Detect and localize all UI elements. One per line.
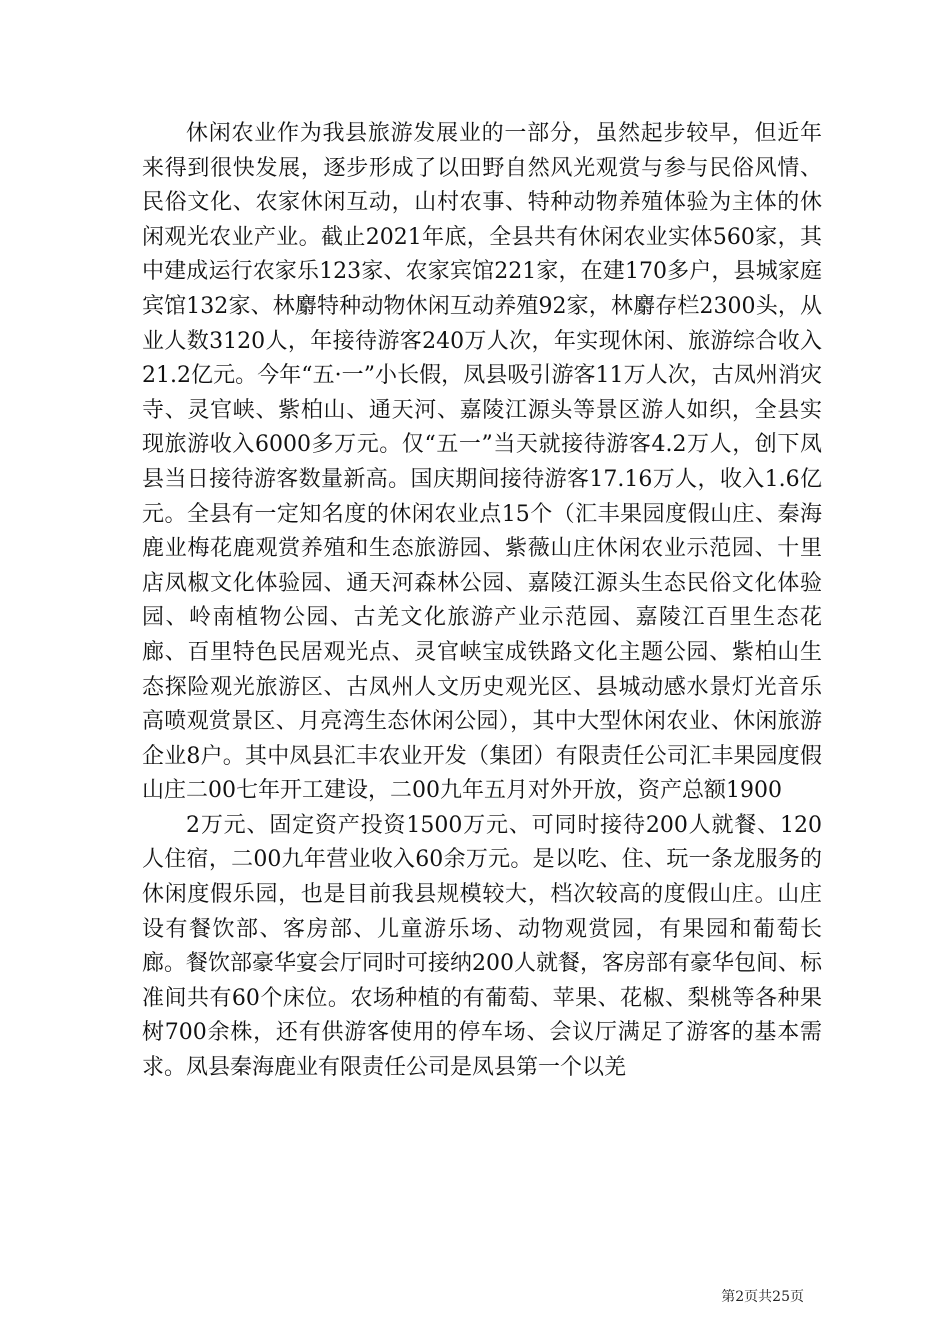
document-body — [142, 117, 822, 1086]
paragraph-2: 2万元、固定资产投资1500万元、可同时接待200人就餐、120人住宿，二00九年营业收入60余万元。是以吃、住、玩一条龙服务的休闲度假乐园，也是目前我县规模较大，档次较高的度假山庄。山庄设有餐饮部、客房部、儿童游乐场、动物观赏园，有果园和葡萄长廊。餐饮部豪华宴会厅同时可接纳200人就餐，客房部有豪华包间、标准间共有60个床位。农场种植的有葡萄、苹果、花椒、梨桃等各种果树700余株，还有供游客使用的停车场、会议厅满足了游客的基本需求。凤县秦海鹿业有限责任公司是凤县第一个以羌 — [142, 812, 822, 1081]
paragraph-1: 休闲农业作为我县旅游发展业的一部分，虽然起步较早，但近年来得到很快发展，逐步形成了以田野自然风光观赏与参与民俗风情、民俗文化、农家休闲互动，山村农事、特种动物养殖体验为主体的休闲观光农业产业。截止2021年底，全县共有休闲农业实体560家，其中建成运行农家乐123家、农家宾馆221家，在建170多户，县城家庭宾馆132家、林麝特种动物休闲互动养殖92家，林麝存栏2300头，从业人数3120人，年接待游客240万人次，年实现休闲、旅游综合收入21.2亿元。今年“五·一”小长假，凤县吸引游客11万人次，古凤州消灾寺、灵官峡、紫柏山、通天河、嘉陵江源头等景区游人如织，全县实现旅游收入6000多万元。仅“五一”当天就接待游客4.2万人，创下凤县当日接待游客数量新高。国庆期间接待游客17.16万人，收入1.6亿元。全县有一定知名度的休闲农业点15个（汇丰果园度假山庄、秦海鹿业梅花鹿观赏养殖和生态旅游园、紫薇山庄休闲农业示范园、十里店凤椒文化体验园、通天河森林公园、嘉陵江源头生态民俗文化体验园、岭南植物公园、古羌文化旅游产业示范园、嘉陵江百里生态花廊、百里特色民居观光点、灵官峡宝成铁路文化主题公园、紫柏山生态探险观光旅游区、古凤州人文历史观光区、县城动感水景灯光音乐高喷观赏景区、月亮湾生态休闲公园），其中大型休闲农业、休闲旅游企业8户。其中凤县汇丰农业开发（集团）有限责任公司汇丰果园度假山庄二00七年开工建设，二00九年五月对外开放，资产总额1900 — [142, 121, 822, 804]
page-number-footer: 第2页共25页 — [721, 1289, 804, 1305]
